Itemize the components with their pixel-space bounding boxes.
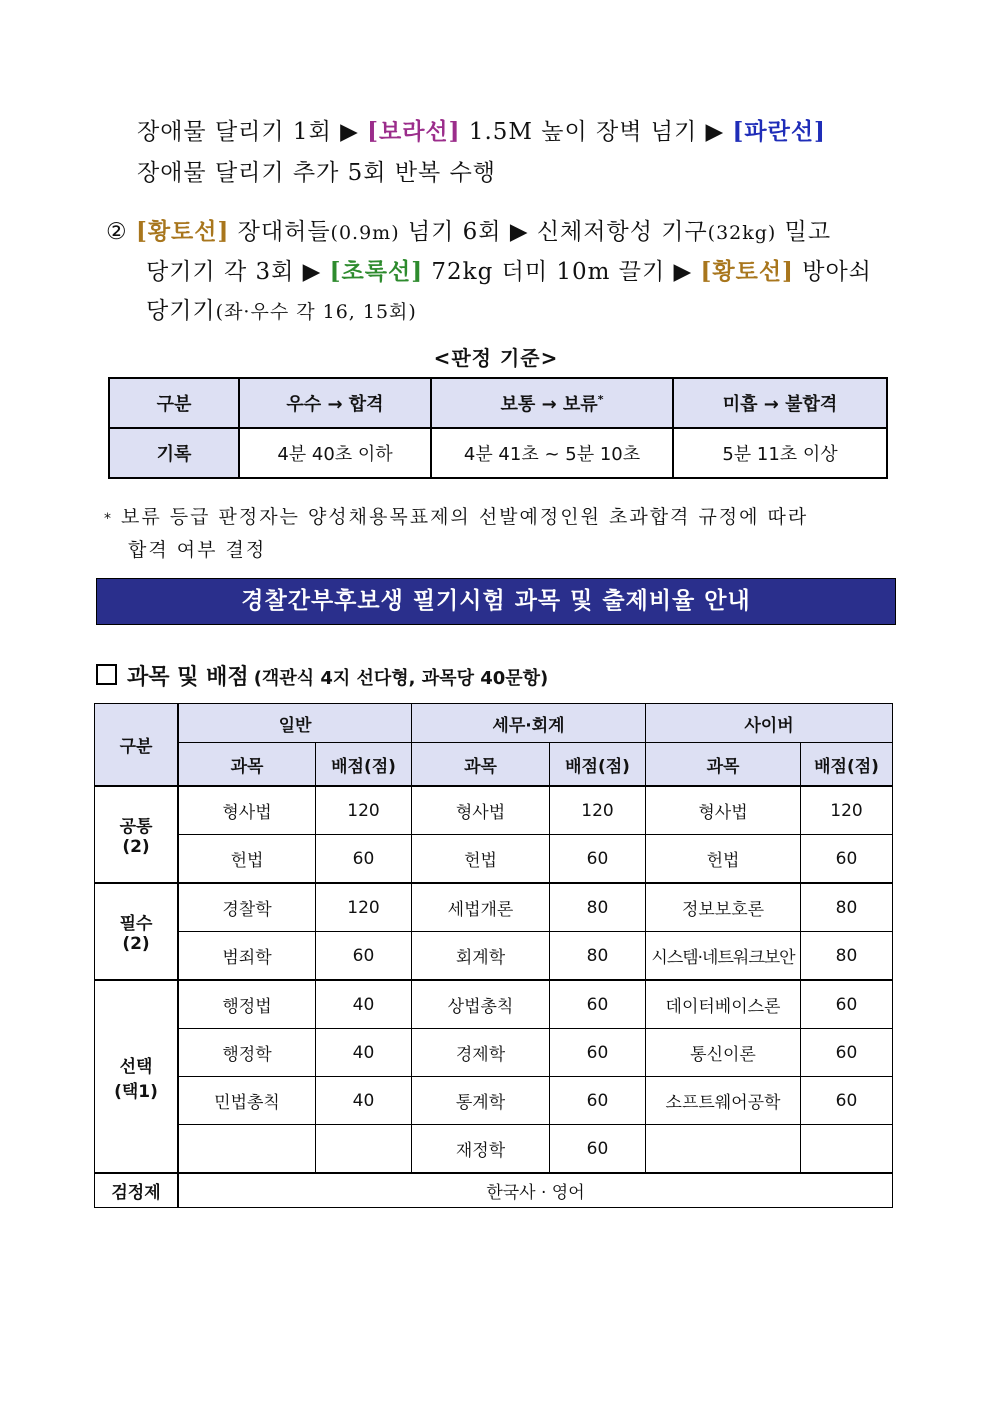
intro-line-2: 장애물 달리기 추가 5회 반복 수행	[137, 160, 497, 186]
footnote-line-1	[104, 502, 808, 529]
subject-cell: 경찰학	[178, 883, 316, 932]
col-subject: 과목	[646, 743, 801, 787]
group-elective	[95, 980, 179, 1173]
section-title-sub: (객관식 4지 선다형, 과목당 40문항)	[253, 668, 549, 689]
subjects-table	[94, 703, 893, 1208]
judge-header	[431, 378, 673, 428]
subject-cell: 세법개론	[412, 883, 550, 932]
judge-cell: 4분 40초 이하	[239, 428, 431, 478]
subject-cell: 형사법	[646, 786, 801, 835]
purple-line-label: [보라선]	[367, 118, 461, 145]
score-cell: 60	[801, 1029, 893, 1077]
intro-text: 당기기	[146, 298, 216, 324]
intro-item-2	[106, 213, 831, 246]
col-score: 배점(점)	[550, 743, 646, 787]
footnote-star: *	[597, 393, 604, 406]
subject-cell	[646, 1125, 801, 1174]
subject-cell	[178, 1125, 316, 1174]
subject-cell: 통계학	[412, 1077, 550, 1125]
subject-cell: 회계학	[412, 932, 550, 981]
section-banner: 경찰간부후보생 필기시험 과목 및 출제비율 안내	[96, 578, 896, 625]
score-cell: 40	[316, 1077, 412, 1125]
judge-header: 우수 → 합격	[239, 378, 431, 428]
subject-cell: 경제학	[412, 1029, 550, 1077]
blue-line-label: [파란선]	[732, 118, 826, 145]
footnote-mark: *	[104, 511, 113, 527]
subject-cell: 헌법	[178, 835, 316, 884]
track-header: 사이버	[646, 704, 893, 743]
judge-caption: <판정 기준>	[433, 346, 559, 370]
subject-cell: 데이터베이스론	[646, 980, 801, 1029]
score-cell: 120	[316, 883, 412, 932]
subjects-head-gubun: 구분	[95, 704, 179, 787]
checkbox-square-icon	[96, 664, 117, 685]
score-cell	[801, 1125, 893, 1174]
judge-row-label: 기록	[109, 428, 239, 478]
intro-text: 1.5M 높이 장벽 넘기 ▶	[460, 119, 733, 145]
judge-header-label: 보통 → 보류	[500, 394, 598, 415]
green-line-label: [초록선]	[329, 258, 424, 285]
group-count: (택1)	[114, 1081, 158, 1102]
footnote-text: 보류 등급 판정자는 양성채용목표제의 선발예정인원 초과합격 규정에 따라	[121, 506, 809, 528]
intro-text: 밀고	[776, 219, 832, 245]
group-count: (2)	[122, 934, 150, 954]
gold-line-label: [황토선]	[135, 218, 230, 245]
subject-cell: 행정법	[178, 980, 316, 1029]
score-cell	[316, 1125, 412, 1174]
score-cell: 60	[316, 932, 412, 981]
subject-cell: 시스템·네트워크보안	[646, 932, 801, 981]
track-header: 일반	[178, 704, 412, 743]
col-subject: 과목	[412, 743, 550, 787]
item-number: ②	[106, 219, 128, 245]
gold-line-label: [황토선]	[700, 258, 794, 285]
col-score: 배점(점)	[801, 743, 893, 787]
subject-cell: 행정학	[178, 1029, 316, 1077]
group-label: 선택	[119, 1056, 153, 1077]
score-cell: 60	[550, 1077, 646, 1125]
section-title	[96, 660, 548, 691]
subject-cell: 소프트웨어공학	[646, 1077, 801, 1125]
score-cell: 60	[550, 1125, 646, 1174]
score-cell: 40	[316, 980, 412, 1029]
intro-line-5	[146, 292, 417, 325]
judge-cell: 4분 41초 ~ 5분 10초	[431, 428, 673, 478]
group-label: 필수	[119, 914, 153, 934]
subject-cell: 통신이론	[646, 1029, 801, 1077]
score-cell: 120	[316, 786, 412, 835]
intro-text: 넘기 6회 ▶ 신체저항성 기구	[399, 219, 708, 245]
subject-cell: 형사법	[178, 786, 316, 835]
group-required	[95, 883, 179, 980]
subject-cell: 형사법	[412, 786, 550, 835]
intro-line-1	[137, 113, 826, 146]
subject-cell: 헌법	[412, 835, 550, 884]
subject-cell: 상법총칙	[412, 980, 550, 1029]
judge-table	[108, 377, 888, 479]
footnote-line-2: 합격 여부 결정	[128, 539, 267, 561]
judge-header: 미흡 → 불합격	[673, 378, 887, 428]
section-title-main: 과목 및 배점	[127, 665, 249, 690]
score-cell: 60	[550, 1029, 646, 1077]
score-cell: 60	[801, 1077, 893, 1125]
intro-line-4	[146, 253, 872, 286]
judge-cell: 5분 11초 이상	[673, 428, 887, 478]
col-subject: 과목	[178, 743, 316, 787]
group-label: 공통	[119, 817, 153, 837]
score-cell: 60	[316, 835, 412, 884]
group-common	[95, 786, 179, 883]
score-cell: 80	[801, 932, 893, 981]
group-count: (2)	[122, 837, 150, 857]
intro-text: 장애물 달리기 1회 ▶	[137, 119, 368, 145]
intro-text-small: (0.9m)	[330, 222, 400, 244]
track-header: 세무·회계	[412, 704, 646, 743]
judge-header: 구분	[109, 378, 239, 428]
intro-text: 방아쇠	[793, 259, 872, 285]
score-cell: 120	[550, 786, 646, 835]
score-cell: 40	[316, 1029, 412, 1077]
score-cell: 80	[550, 883, 646, 932]
intro-text: 72kg 더미 10m 끌기 ▶	[423, 259, 701, 285]
intro-text-small: (좌·우수 각 16, 15회)	[215, 301, 417, 323]
score-cell: 60	[550, 980, 646, 1029]
score-cell: 120	[801, 786, 893, 835]
col-score: 배점(점)	[316, 743, 412, 787]
subject-cell: 정보보호론	[646, 883, 801, 932]
score-cell: 80	[550, 932, 646, 981]
intro-text: 장대허들	[229, 219, 331, 245]
cert-value: 한국사 · 영어	[178, 1173, 893, 1208]
subject-cell: 범죄학	[178, 932, 316, 981]
score-cell: 60	[550, 835, 646, 884]
subject-cell: 민법총칙	[178, 1077, 316, 1125]
group-cert: 검정제	[95, 1173, 179, 1208]
score-cell: 60	[801, 980, 893, 1029]
score-cell: 80	[801, 883, 893, 932]
score-cell: 60	[801, 835, 893, 884]
intro-text: 당기기 각 3회 ▶	[146, 259, 330, 285]
subject-cell: 헌법	[646, 835, 801, 884]
intro-text-small: (32kg)	[707, 222, 777, 244]
subject-cell: 재정학	[412, 1125, 550, 1174]
